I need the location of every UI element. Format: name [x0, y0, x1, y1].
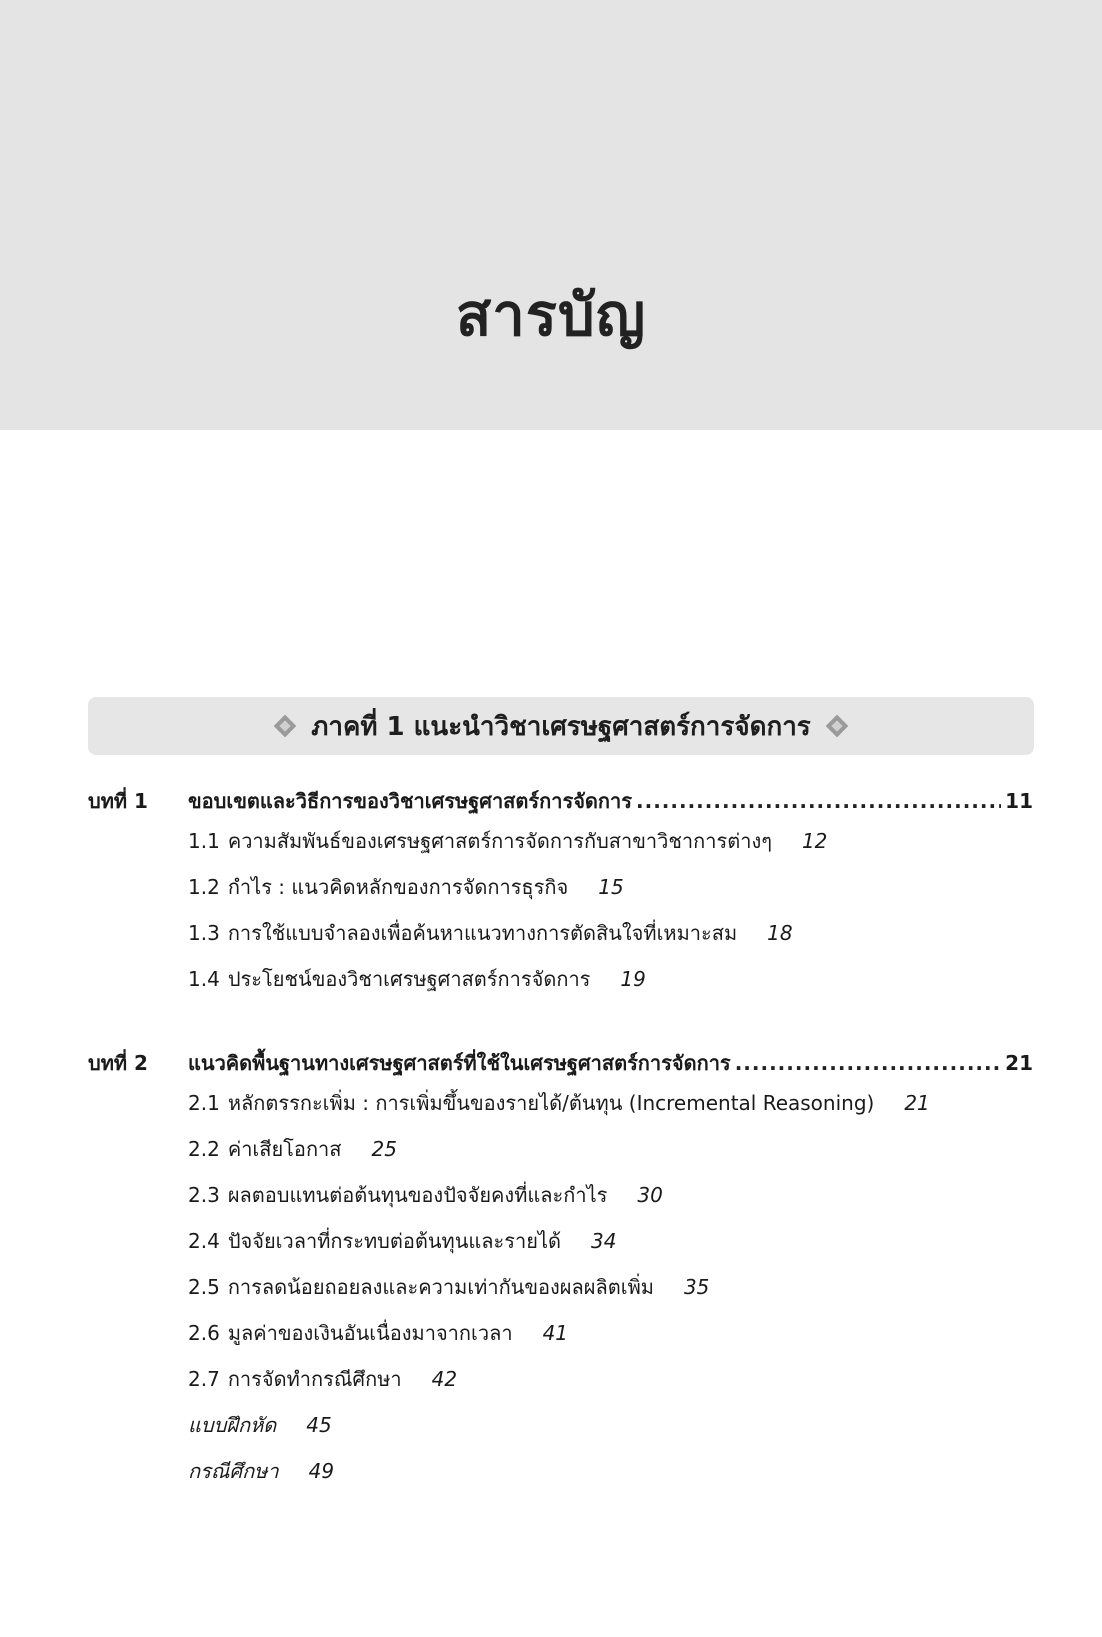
extra-page-number: 45 [306, 1413, 332, 1437]
section-title: ปัจจัยเวลาที่กระทบต่อต้นทุนและรายได้ [227, 1229, 562, 1253]
section-title: มูลค่าของเงินอันเนื่องมาจากเวลา [227, 1321, 513, 1345]
section-title: ประโยชน์ของวิชาเศรษฐศาสตร์การจัดการ [227, 967, 591, 991]
toc-entry[interactable] [88, 963, 1033, 1009]
section-title: กำไร : แนวคิดหลักของการจัดการธุรกิจ [227, 875, 569, 899]
section-number: 2.5 [188, 1275, 220, 1299]
section-number: 2.3 [188, 1183, 220, 1207]
chapter-label: บทที่ 2 [88, 1051, 148, 1075]
extra-title: แบบฝึกหัด [188, 1413, 277, 1437]
chapter-page-number: 11 [1005, 789, 1033, 813]
section-number: 2.7 [188, 1367, 220, 1391]
section-title: การใช้แบบจำลองเพื่อค้นหาแนวทางการตัดสินใจที่เหมาะสม [227, 921, 738, 945]
section-number: 1.4 [188, 967, 220, 991]
chapter-heading[interactable] [88, 785, 1033, 825]
toc-entry-case-study[interactable] [88, 1455, 1033, 1501]
chapter-1 [88, 785, 1033, 1009]
section-title: การลดน้อยถอยลงและความเท่ากันของผลผลิตเพิ่ม [227, 1275, 654, 1299]
header-band [0, 0, 1102, 430]
toc-entry[interactable] [88, 1271, 1033, 1317]
toc-entry[interactable] [88, 1225, 1033, 1271]
toc-entry-exercises[interactable] [88, 1409, 1033, 1455]
section-page-number: 12 [801, 829, 828, 853]
section-page-number: 19 [620, 967, 646, 991]
extra-title: กรณีศึกษา [188, 1459, 279, 1483]
toc-entry[interactable] [88, 1087, 1033, 1133]
section-page-number: 25 [371, 1137, 397, 1161]
section-page-number: 35 [683, 1275, 710, 1299]
section-number: 2.6 [188, 1321, 220, 1345]
section-number: 1.3 [188, 921, 220, 945]
section-page-number: 34 [591, 1229, 617, 1253]
chapter-title: แนวคิดพื้นฐานทางเศรษฐศาสตร์ที่ใช้ในเศรษฐศาสตร์การจัดการ [188, 1051, 731, 1075]
page-title: สารบัญ [455, 281, 647, 349]
section-title: ความสัมพันธ์ของเศรษฐศาสตร์การจัดการกับสาขาวิชาการต่างๆ [227, 829, 772, 853]
section-number: 2.2 [188, 1137, 220, 1161]
chapter-title: ขอบเขตและวิธีการของวิชาเศรษฐศาสตร์การจัดการ [188, 789, 632, 813]
section-title: การจัดทำกรณีศึกษา [227, 1367, 402, 1391]
toc-entry[interactable] [88, 1179, 1033, 1225]
diamond-ornament-icon [274, 715, 297, 738]
chapter-page-number: 21 [1005, 1051, 1033, 1075]
dot-leader [735, 1051, 1001, 1075]
section-title: ค่าเสียโอกาส [227, 1137, 342, 1161]
section-title: หลักตรรกะเพิ่ม : การเพิ่มขึ้นของรายได้/ต้นทุน (Incremental Reasoning) [227, 1091, 875, 1115]
chapter-label: บทที่ 1 [88, 789, 148, 813]
toc-entry[interactable] [88, 871, 1033, 917]
chapter-2 [88, 1047, 1033, 1501]
toc-entry[interactable] [88, 1363, 1033, 1409]
section-page-number: 42 [431, 1367, 458, 1391]
section-title: ผลตอบแทนต่อต้นทุนของปัจจัยคงที่และกำไร [227, 1183, 608, 1207]
toc-entry[interactable] [88, 825, 1033, 871]
section-page-number: 30 [637, 1183, 663, 1207]
diamond-ornament-icon [825, 715, 848, 738]
part-title: ภาคที่ 1 แนะนำวิชาเศรษฐศาสตร์การจัดการ [311, 711, 811, 742]
section-page-number: 21 [904, 1091, 930, 1115]
section-number: 2.4 [188, 1229, 220, 1253]
section-page-number: 15 [598, 875, 624, 899]
toc-entry[interactable] [88, 1133, 1033, 1179]
dot-leader [636, 789, 1001, 813]
toc-entry[interactable] [88, 1317, 1033, 1363]
chapter-heading[interactable] [88, 1047, 1033, 1087]
section-number: 1.1 [188, 829, 220, 853]
toc-entry[interactable] [88, 917, 1033, 963]
section-page-number: 41 [542, 1321, 569, 1345]
section-number: 1.2 [188, 875, 220, 899]
section-number: 2.1 [188, 1091, 220, 1115]
section-page-number: 18 [767, 921, 793, 945]
extra-page-number: 49 [308, 1459, 335, 1483]
part-banner [88, 697, 1034, 755]
